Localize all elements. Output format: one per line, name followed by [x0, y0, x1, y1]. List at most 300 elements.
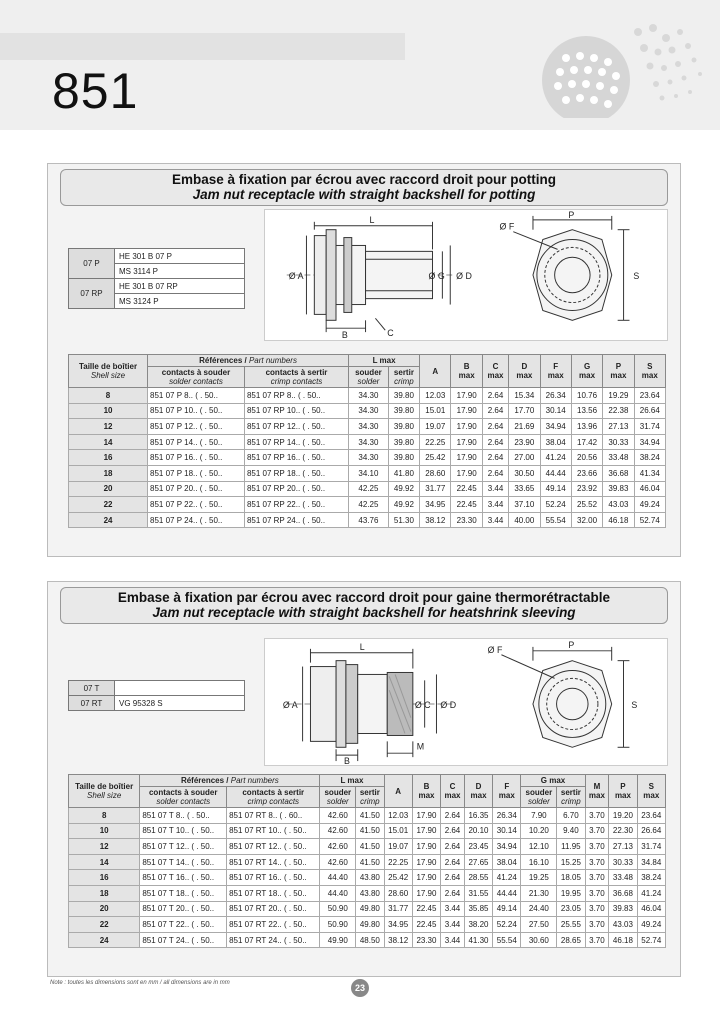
col-l-crimp: sertir crimp — [356, 787, 384, 808]
cell-value: 22.38 — [603, 403, 634, 419]
cell-value: 34.94 — [634, 434, 665, 450]
cell-value: 2.64 — [441, 808, 465, 824]
cell-value: 31.77 — [384, 901, 412, 917]
dim-label-p: P — [568, 639, 575, 650]
cell-value: 17.90 — [451, 388, 482, 404]
cell-value: 18.05 — [557, 870, 585, 886]
cell-part-number: 851 07 T 10.. ( . 50.. — [140, 823, 227, 839]
cell-value: 52.24 — [540, 497, 571, 513]
cell-value: 3.70 — [585, 901, 609, 917]
table-row — [69, 808, 666, 824]
cell-value: 31.55 — [464, 885, 492, 901]
cell-value: 23.30 — [451, 512, 482, 528]
cell-value: 49.92 — [388, 497, 419, 513]
cell-value: 52.74 — [637, 932, 665, 948]
cell-part-number: 851 07 P 22.. ( . 50.. — [148, 497, 245, 513]
cell-part-number: 851 07 T 16.. ( . 50.. — [140, 870, 227, 886]
cell-value: 28.65 — [557, 932, 585, 948]
col-g-crimp: sertir crimp — [557, 787, 585, 808]
cell-value: 44.44 — [540, 465, 571, 481]
cell-value: 42.60 — [320, 854, 356, 870]
cell-shell-size: 8 — [69, 388, 148, 404]
col-part-numbers: Références / Part numbers — [148, 355, 349, 367]
cell-value: 33.65 — [509, 481, 540, 497]
cell-part-number: 851 07 T 20.. ( . 50.. — [140, 901, 227, 917]
variant-ref: MS 3124 P — [115, 294, 245, 309]
cell-shell-size: 22 — [69, 917, 140, 933]
cell-value: 15.01 — [420, 403, 451, 419]
cell-value: 17.90 — [451, 419, 482, 435]
col-part-numbers: Références / Part numbers — [140, 775, 320, 787]
cell-value: 27.13 — [603, 419, 634, 435]
cell-value: 17.42 — [571, 434, 602, 450]
table-header-row — [69, 355, 666, 367]
cell-value: 49.24 — [637, 917, 665, 933]
cell-value: 25.42 — [420, 450, 451, 466]
table-body — [69, 388, 666, 528]
col-m: M max — [585, 775, 609, 808]
cell-value: 50.90 — [320, 901, 356, 917]
cell-value: 34.30 — [349, 419, 389, 435]
col-p: P max — [603, 355, 634, 388]
cell-value: 48.50 — [356, 932, 384, 948]
cell-value: 22.45 — [412, 917, 440, 933]
dim-label-a: Ø A — [282, 699, 298, 710]
cell-value: 22.45 — [412, 901, 440, 917]
cell-value: 22.25 — [384, 854, 412, 870]
cell-value: 17.90 — [451, 450, 482, 466]
variant-ref: HE 301 B 07 P — [115, 249, 245, 264]
cell-value: 20.56 — [571, 450, 602, 466]
col-c: C max — [441, 775, 465, 808]
cell-value: 39.80 — [388, 388, 419, 404]
cell-value: 15.01 — [384, 823, 412, 839]
cell-part-number: 851 07 RP 8.. ( . 50.. — [244, 388, 348, 404]
cell-value: 21.69 — [509, 419, 540, 435]
cell-value: 38.12 — [384, 932, 412, 948]
variant-code: 07 RP — [69, 279, 115, 309]
cell-part-number: 851 07 T 8.. ( . 50.. — [140, 808, 227, 824]
cell-value: 34.30 — [349, 434, 389, 450]
cell-value: 17.90 — [451, 434, 482, 450]
dim-label-l: L — [369, 214, 375, 225]
dim-label-m: M — [416, 741, 425, 752]
dots-logo-icon — [538, 18, 718, 118]
dim-label-a: Ø A — [288, 270, 304, 281]
cell-value: 27.50 — [521, 917, 557, 933]
variant-row — [69, 681, 245, 696]
cell-part-number: 851 07 RT 14.. ( . 50.. — [227, 854, 320, 870]
cell-value: 13.56 — [571, 403, 602, 419]
table-row — [69, 932, 666, 948]
cell-value: 36.68 — [609, 885, 637, 901]
cell-value: 12.03 — [420, 388, 451, 404]
cell-value: 3.70 — [585, 839, 609, 855]
cell-value: 16.10 — [521, 854, 557, 870]
cell-value: 37.10 — [509, 497, 540, 513]
table-row — [69, 885, 666, 901]
cell-value: 34.94 — [493, 839, 521, 855]
cell-value: 31.74 — [634, 419, 665, 435]
cell-value: 39.80 — [388, 434, 419, 450]
cell-value: 41.50 — [356, 823, 384, 839]
cell-value: 42.25 — [349, 481, 389, 497]
cell-value: 6.70 — [557, 808, 585, 824]
cell-value: 43.03 — [609, 917, 637, 933]
variant-code: 07 RT — [69, 696, 115, 711]
col-gmax: G max — [521, 775, 585, 787]
cell-value: 27.13 — [609, 839, 637, 855]
cell-value: 17.90 — [412, 854, 440, 870]
cell-value: 50.90 — [320, 917, 356, 933]
cell-value: 26.34 — [540, 388, 571, 404]
cell-value: 22.25 — [420, 434, 451, 450]
cell-value: 46.04 — [637, 901, 665, 917]
variant-ref: MS 3114 P — [115, 264, 245, 279]
cell-value: 46.18 — [609, 932, 637, 948]
cell-shell-size: 24 — [69, 512, 148, 528]
table-row — [69, 434, 666, 450]
cell-value: 17.90 — [412, 870, 440, 886]
cell-value: 12.03 — [384, 808, 412, 824]
cell-value: 28.55 — [464, 870, 492, 886]
cell-part-number: 851 07 RT 10.. ( . 50.. — [227, 823, 320, 839]
cell-value: 19.25 — [521, 870, 557, 886]
cell-value: 24.40 — [521, 901, 557, 917]
cell-value: 2.64 — [441, 854, 465, 870]
cell-value: 51.30 — [388, 512, 419, 528]
cell-shell-size: 18 — [69, 465, 148, 481]
col-l-solder: souder solder — [320, 787, 356, 808]
cell-part-number: 851 07 RP 24.. ( . 50.. — [244, 512, 348, 528]
variant-ref: HE 301 B 07 RP — [115, 279, 245, 294]
cell-value: 49.80 — [356, 901, 384, 917]
cell-value: 41.24 — [493, 870, 521, 886]
section-potting — [47, 163, 681, 557]
cell-value: 23.05 — [557, 901, 585, 917]
variant-row — [69, 696, 245, 711]
dimensions-table — [68, 774, 666, 948]
cell-part-number: 851 07 RP 10.. ( . 50.. — [244, 403, 348, 419]
cell-value: 23.64 — [637, 808, 665, 824]
cell-shell-size: 8 — [69, 808, 140, 824]
section-title-fr: Embase à fixation par écrou avec raccord droit pour gaine thermorétractable — [117, 590, 611, 605]
cell-value: 41.50 — [356, 839, 384, 855]
cell-value: 31.74 — [637, 839, 665, 855]
cell-part-number: 851 07 RP 22.. ( . 50.. — [244, 497, 348, 513]
table-row — [69, 901, 666, 917]
cell-value: 17.90 — [451, 465, 482, 481]
cell-value: 16.35 — [464, 808, 492, 824]
table-row — [69, 917, 666, 933]
cell-value: 41.24 — [540, 450, 571, 466]
col-l-solder: souder solder — [349, 367, 389, 388]
col-solder: contacts à souder solder contacts — [140, 787, 227, 808]
cell-value: 42.25 — [349, 497, 389, 513]
cell-value: 10.20 — [521, 823, 557, 839]
cell-part-number: 851 07 T 18.. ( . 50.. — [140, 885, 227, 901]
cell-value: 28.60 — [384, 885, 412, 901]
cell-value: 34.30 — [349, 388, 389, 404]
section-title-en: Jam nut receptacle with straight backshell for heatshrink sleeving — [152, 605, 576, 620]
col-a: A — [420, 355, 451, 388]
cell-part-number: 851 07 RT 16.. ( . 50.. — [227, 870, 320, 886]
table-row — [69, 839, 666, 855]
cell-value: 2.64 — [441, 839, 465, 855]
dim-label-c: C — [387, 328, 394, 339]
col-s: S max — [637, 775, 665, 808]
cell-value: 3.70 — [585, 854, 609, 870]
cell-part-number: 851 07 RP 16.. ( . 50.. — [244, 450, 348, 466]
cell-value: 12.10 — [521, 839, 557, 855]
cell-value: 52.24 — [493, 917, 521, 933]
cell-value: 31.77 — [420, 481, 451, 497]
variant-ref — [115, 681, 245, 696]
cell-shell-size: 14 — [69, 854, 140, 870]
cell-value: 46.04 — [634, 481, 665, 497]
header-stripe — [0, 33, 405, 60]
cell-part-number: 851 07 RP 20.. ( . 50.. — [244, 481, 348, 497]
cell-value: 26.34 — [493, 808, 521, 824]
cell-value: 23.66 — [571, 465, 602, 481]
section-title-en: Jam nut receptacle with straight backshell for potting — [192, 187, 536, 202]
dimensions-table — [68, 354, 666, 528]
cell-value: 41.80 — [388, 465, 419, 481]
col-l-crimp: sertir crimp — [388, 367, 419, 388]
col-c: C max — [482, 355, 508, 388]
cell-value: 34.95 — [420, 497, 451, 513]
cell-part-number: 851 07 RT 8.. ( . 60.. — [227, 808, 320, 824]
dim-label-c: Ø C — [414, 699, 431, 710]
col-shell-size: Taille de boîtier Shell size — [69, 355, 148, 388]
col-lmax: L max — [320, 775, 384, 787]
cell-value: 43.76 — [349, 512, 389, 528]
cell-value: 33.48 — [609, 870, 637, 886]
table-header-row — [69, 775, 666, 787]
cell-value: 38.20 — [464, 917, 492, 933]
col-d: D max — [464, 775, 492, 808]
cell-shell-size: 24 — [69, 932, 140, 948]
cell-shell-size: 16 — [69, 870, 140, 886]
variant-table — [68, 680, 245, 711]
cell-value: 34.30 — [349, 403, 389, 419]
cell-value: 22.45 — [451, 497, 482, 513]
cell-value: 3.70 — [585, 808, 609, 824]
dim-label-b: B — [343, 756, 350, 766]
cell-value: 42.60 — [320, 808, 356, 824]
table-row — [69, 388, 666, 404]
cell-value: 3.70 — [585, 823, 609, 839]
cell-shell-size: 12 — [69, 839, 140, 855]
table-row — [69, 870, 666, 886]
cell-value: 43.03 — [603, 497, 634, 513]
series-title: 851 — [52, 63, 139, 119]
cell-value: 34.84 — [637, 854, 665, 870]
col-crimp: contacts à sertir crimp contacts — [244, 367, 348, 388]
cell-value: 38.04 — [493, 854, 521, 870]
cell-value: 23.30 — [412, 932, 440, 948]
cell-value: 17.70 — [509, 403, 540, 419]
cell-part-number: 851 07 T 22.. ( . 50.. — [140, 917, 227, 933]
col-crimp: contacts à sertir crimp contacts — [227, 787, 320, 808]
cell-value: 49.14 — [540, 481, 571, 497]
cell-shell-size: 10 — [69, 823, 140, 839]
cell-part-number: 851 07 T 24.. ( . 50.. — [140, 932, 227, 948]
cell-value: 2.64 — [482, 434, 508, 450]
cell-part-number: 851 07 P 14.. ( . 50.. — [148, 434, 245, 450]
cell-value: 22.45 — [451, 481, 482, 497]
variant-row — [69, 279, 245, 294]
col-a: A — [384, 775, 412, 808]
cell-part-number: 851 07 RT 18.. ( . 50.. — [227, 885, 320, 901]
cell-value: 28.60 — [420, 465, 451, 481]
cell-part-number: 851 07 T 14.. ( . 50.. — [140, 854, 227, 870]
cell-value: 2.64 — [482, 403, 508, 419]
cell-value: 17.90 — [412, 839, 440, 855]
cell-part-number: 851 07 RT 24.. ( . 50.. — [227, 932, 320, 948]
cell-part-number: 851 07 P 16.. ( . 50.. — [148, 450, 245, 466]
cell-value: 2.64 — [441, 823, 465, 839]
cell-value: 2.64 — [482, 465, 508, 481]
col-d: D max — [509, 355, 540, 388]
dim-label-l: L — [359, 641, 365, 652]
cell-value: 49.14 — [493, 901, 521, 917]
cell-value: 17.90 — [451, 403, 482, 419]
table-body — [69, 808, 666, 948]
cell-value: 3.70 — [585, 917, 609, 933]
cell-shell-size: 20 — [69, 901, 140, 917]
dim-label-p: P — [568, 209, 575, 220]
table-row — [69, 419, 666, 435]
col-b: B max — [451, 355, 482, 388]
cell-value: 49.24 — [634, 497, 665, 513]
cell-value: 19.20 — [609, 808, 637, 824]
cell-value: 41.50 — [356, 854, 384, 870]
cell-value: 2.64 — [441, 870, 465, 886]
col-g-solder: souder solder — [521, 787, 557, 808]
cell-value: 19.07 — [420, 419, 451, 435]
cell-value: 27.65 — [464, 854, 492, 870]
cell-shell-size: 22 — [69, 497, 148, 513]
cell-value: 15.25 — [557, 854, 585, 870]
cell-value: 36.68 — [603, 465, 634, 481]
dim-label-s: S — [633, 270, 640, 281]
col-solder: contacts à souder solder contacts — [148, 367, 245, 388]
table-row — [69, 512, 666, 528]
variant-table — [68, 248, 245, 309]
page-number: 23 — [351, 979, 369, 997]
cell-value: 44.40 — [320, 885, 356, 901]
cell-value: 23.92 — [571, 481, 602, 497]
cell-value: 30.33 — [609, 854, 637, 870]
connector-drawing — [264, 209, 668, 341]
cell-part-number: 851 07 T 12.. ( . 50.. — [140, 839, 227, 855]
cell-value: 40.00 — [509, 512, 540, 528]
cell-value: 26.64 — [637, 823, 665, 839]
cell-value: 3.44 — [482, 481, 508, 497]
cell-part-number: 851 07 P 18.. ( . 50.. — [148, 465, 245, 481]
variant-row — [69, 249, 245, 264]
cell-shell-size: 12 — [69, 419, 148, 435]
cell-value: 10.76 — [571, 388, 602, 404]
variant-code: 07 P — [69, 249, 115, 279]
dim-label-f: Ø F — [487, 644, 503, 655]
section-title-box — [60, 587, 668, 624]
cell-value: 39.80 — [388, 450, 419, 466]
table-row — [69, 403, 666, 419]
cell-value: 2.64 — [482, 450, 508, 466]
cell-part-number: 851 07 RP 18.. ( . 50.. — [244, 465, 348, 481]
cell-value: 33.48 — [603, 450, 634, 466]
cell-value: 25.55 — [557, 917, 585, 933]
cell-value: 13.96 — [571, 419, 602, 435]
cell-part-number: 851 07 P 12.. ( . 50.. — [148, 419, 245, 435]
cell-value: 23.64 — [634, 388, 665, 404]
cell-value: 41.24 — [637, 885, 665, 901]
cell-value: 30.33 — [603, 434, 634, 450]
cell-value: 2.64 — [441, 885, 465, 901]
cell-value: 38.12 — [420, 512, 451, 528]
cell-value: 34.10 — [349, 465, 389, 481]
cell-value: 39.83 — [609, 901, 637, 917]
cell-value: 3.70 — [585, 885, 609, 901]
cell-part-number: 851 07 P 20.. ( . 50.. — [148, 481, 245, 497]
cell-value: 46.18 — [603, 512, 634, 528]
table-row — [69, 497, 666, 513]
cell-value: 34.94 — [540, 419, 571, 435]
table-row — [69, 465, 666, 481]
cell-value: 49.90 — [320, 932, 356, 948]
cell-value: 49.92 — [388, 481, 419, 497]
cell-value: 43.80 — [356, 885, 384, 901]
cell-value: 3.44 — [441, 917, 465, 933]
col-lmax: L max — [349, 355, 420, 367]
col-b: B max — [412, 775, 440, 808]
col-shell-size: Taille de boîtier Shell size — [69, 775, 140, 808]
footnote: Note : toutes les dimensions sont en mm / all dimensions are in mm — [50, 980, 230, 986]
cell-part-number: 851 07 RT 12.. ( . 50.. — [227, 839, 320, 855]
section-title-fr: Embase à fixation par écrou avec raccord droit pour potting — [171, 172, 557, 187]
cell-part-number: 851 07 RP 12.. ( . 50.. — [244, 419, 348, 435]
section-heatshrink — [47, 581, 681, 977]
cell-value: 17.90 — [412, 808, 440, 824]
cell-value: 3.44 — [482, 497, 508, 513]
cell-shell-size: 14 — [69, 434, 148, 450]
dim-label-g: Ø G — [428, 270, 445, 281]
cell-value: 11.95 — [557, 839, 585, 855]
cell-value: 34.95 — [384, 917, 412, 933]
cell-part-number: 851 07 RP 14.. ( . 50.. — [244, 434, 348, 450]
cell-value: 25.52 — [571, 497, 602, 513]
dim-label-d: Ø D — [456, 270, 472, 281]
variant-ref: VG 95328 S — [115, 696, 245, 711]
cell-value: 23.45 — [464, 839, 492, 855]
cell-value: 20.10 — [464, 823, 492, 839]
cell-value: 30.50 — [509, 465, 540, 481]
cell-value: 17.90 — [412, 823, 440, 839]
table-row — [69, 481, 666, 497]
cell-value: 17.90 — [412, 885, 440, 901]
cell-value: 3.44 — [482, 512, 508, 528]
cell-value: 15.34 — [509, 388, 540, 404]
cell-value: 39.80 — [388, 419, 419, 435]
cell-value: 39.83 — [603, 481, 634, 497]
table-subheader-row — [69, 787, 666, 808]
cell-value: 7.90 — [521, 808, 557, 824]
cell-value: 2.64 — [482, 388, 508, 404]
cell-value: 27.00 — [509, 450, 540, 466]
cell-value: 26.64 — [634, 403, 665, 419]
